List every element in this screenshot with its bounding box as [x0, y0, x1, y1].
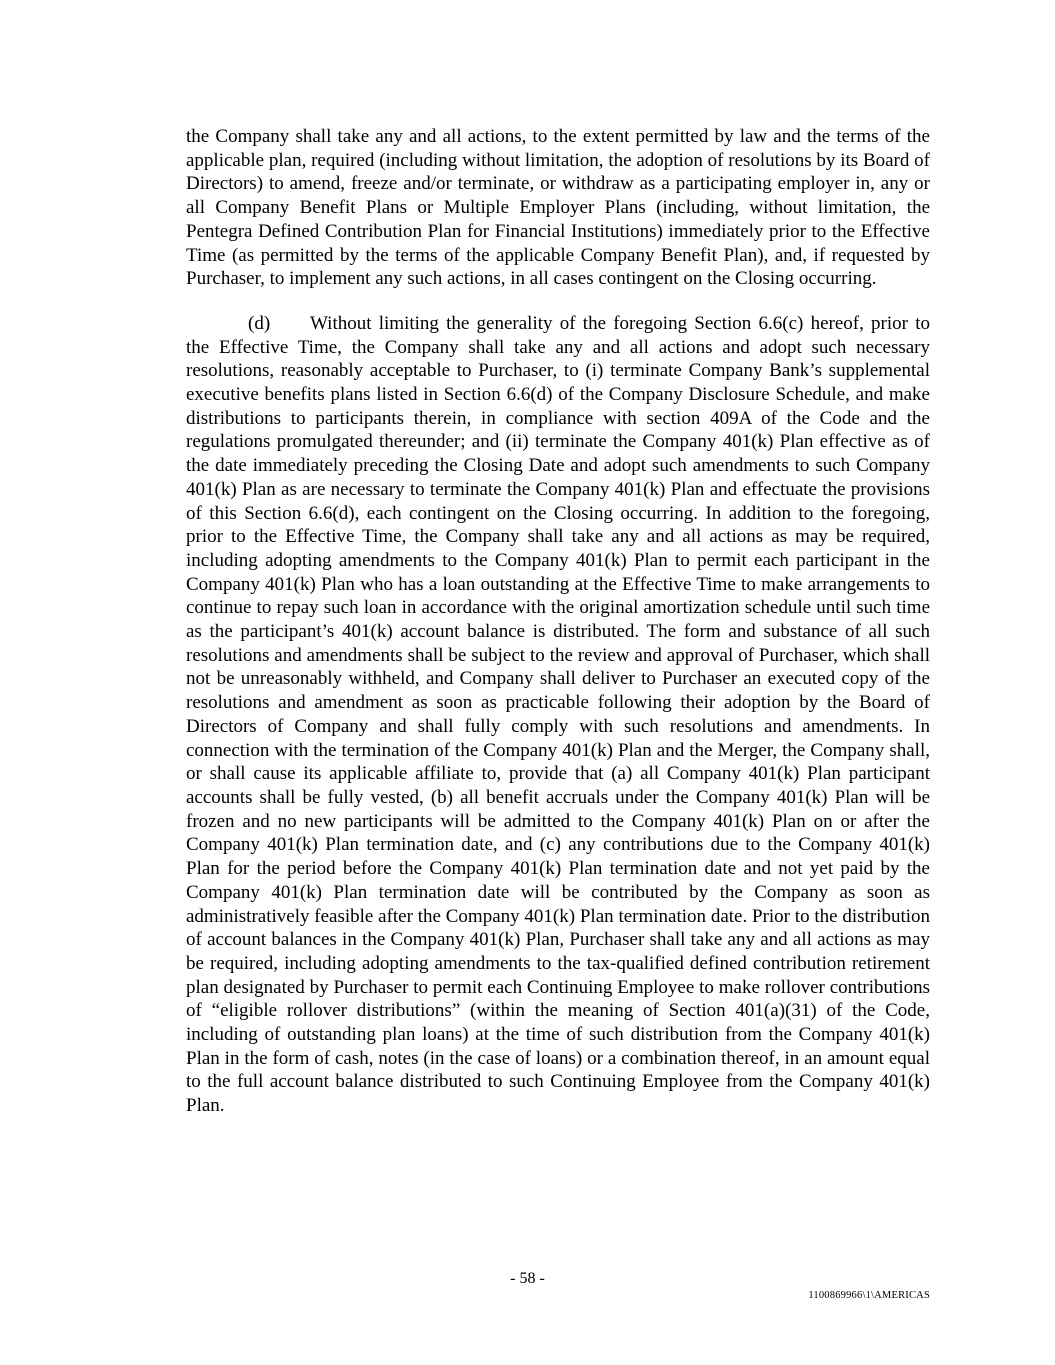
- document-id: 1100869966\1\AMERICAS: [808, 1290, 930, 1301]
- paragraph-d: [186, 312, 930, 1118]
- paragraph-d-text: Without limiting the generality of the foregoing Section 6.6(c) hereof, prior to the Effective Time, the Company shall take any and all actions and adopt such necessary resolutions, reasonably acceptable to Purchaser, to (i) terminate Company Bank’s supplemental executive benefits plans listed in Section 6.6(d) of the Company Disclosure Schedule, and make distributions to participants therein, in compliance with section 409A of the Code and the regulations promulgated thereunder; and (ii) terminate the Company 401(k) Plan effective as of the date immediately preceding the Closing Date and adopt such amendments to such Company 401(k) Plan as are necessary to terminate the Company 401(k) Plan and effectuate the provisions of this Section 6.6(d), each contingent on the Closing occurring. In addition to the foregoing, prior to the Effective Time, the Company shall take any and all actions as may be required, including adopting amendments to the Company 401(k) Plan to permit each participant in the Company 401(k) Plan who has a loan outstanding at the Effective Time to make arrangements to continue to repay such loan in accordance with the original amortization schedule until such time as the participant’s 401(k) account balance is distributed. The form and substance of all such resolutions and amendments shall be subject to the review and approval of Purchaser, which shall not be unreasonably withheld, and Company shall deliver to Purchaser an executed copy of the resolutions and amendment as soon as practicable following their adoption by the Board of Directors of Company and shall fully comply with such resolutions and amendments. In connection with the termination of the Company 401(k) Plan and the Merger, the Company shall, or shall cause its applicable affiliate to, provide that (a) all Company 401(k) Plan participant accounts shall be fully vested, (b) all benefit accruals under the Company 401(k) Plan will be frozen and no new participants will be admitted to the Company 401(k) Plan on or after the Company 401(k) Plan termination date, and (c) any contributions due to the Company 401(k) Plan for the period before the Company 401(k) Plan termination date and not yet paid by the Company 401(k) Plan termination date will be contributed by the Company as soon as administratively feasible after the Company 401(k) Plan termination date. Prior to the distribution of account balances in the Company 401(k) Plan, Purchaser shall take any and all actions as may be required, including adopting amendments to the tax-qualified defined contribution retirement plan designated by Purchaser to permit each Continuing Employee to make rollover contributions of “eligible rollover distributions” (within the meaning of Section 401(a)(31) of the Code, including of outstanding plan loans) at the time of such distribution from the Company 401(k) Plan in the form of cash, notes (in the case of loans) or a combination thereof, in an amount equal to the full account balance distributed to such Continuing Employee from the Company 401(k) Plan.: [186, 312, 930, 1117]
- subsection-label: (d): [248, 312, 271, 334]
- page-number: - 58 -: [510, 1270, 545, 1287]
- paragraph-continuation: the Company shall take any and all actions, to the extent permitted by law and the terms of the applicable plan, required (including without limitation, the adoption of resolutions by its Board of Directors) to amend, freeze and/or terminate, or withdraw as a participating employer in, any or all Company Benefit Plans or Multiple Employer Plans (including, without limitation, the Pentegra Defined Contribution Plan for Financial Institutions) immediately prior to the Effective Time (as permitted by the terms of the applicable Company Benefit Plan), and, if requested by Purchaser, to implement any such actions, in all cases contingent on the Closing occurring.: [186, 126, 930, 290]
- document-body: [186, 125, 930, 1118]
